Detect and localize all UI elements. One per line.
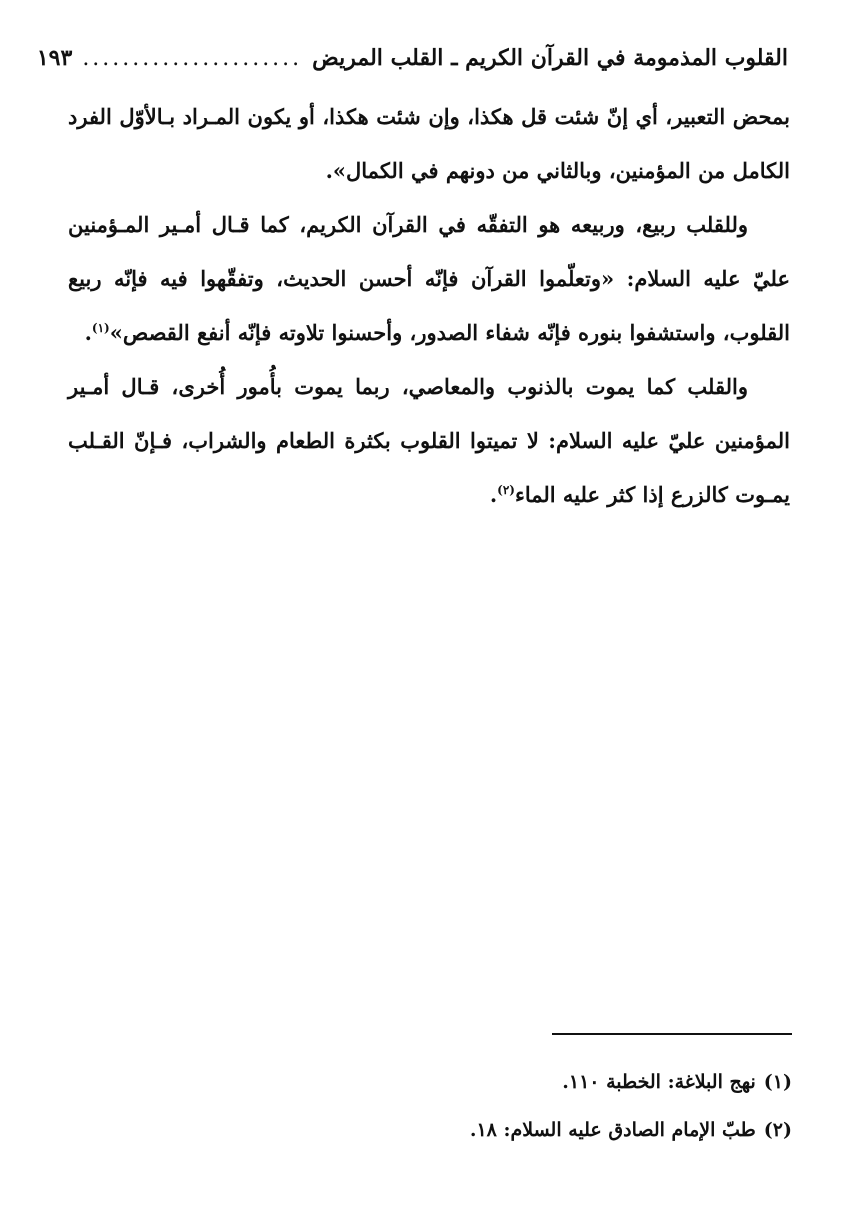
footnote-divider [552,1033,792,1035]
footnote [300,1106,792,1154]
page-header [36,38,788,78]
footnote-text: نهج البلاغة: الخطبة ١١٠. [562,1071,756,1093]
footnote-number: (٢) [763,1119,792,1141]
footnotes [300,1058,792,1154]
paragraph [68,360,790,522]
page-number: ١٩٣ [36,45,73,71]
paragraph-text: والقلب كما يموت بالذنوب والمعاصي، ربما يموت بأُمور أُخرى، قـال أمـير المؤمنين عليّ عليه السلام: لا تميتوا القلوب بكثرة الطعام والشراب، فـإنّ القـلب يمـوت كالزرع إذا كثر عليه الماء [68,374,790,507]
body-text [68,90,790,522]
footnote-text: طبّ الإمام الصادق عليه السلام: ١٨. [469,1119,756,1141]
paragraph-text: وللقلب ربيع، وربيعه هو التفقّه في القرآن الكريم، كما قـال أمـير المـؤمنين عليّ عليه السلام: «وتعلّموا القرآن فإنّه أحسن الحديث، وتفقّهوا فيه فإنّه ربيع القلوب، واستشفوا بنوره فإنّه شفاء الصدور، وأحسنوا تلاوته فإنّه أنفع القصص» [68,212,790,345]
paragraph-end: . [84,320,92,345]
running-title: القلوب المذمومة في القرآن الكريم ـ القلب المريض [312,45,788,71]
footnote [300,1058,792,1106]
footnote-marker: (١) [91,321,110,335]
paragraph-continuation [68,90,790,198]
footnote-number: (١) [763,1071,792,1093]
footnote-marker: (٢) [497,483,515,497]
leader-dots: ...................... [82,45,303,71]
paragraph-end: . [489,482,498,507]
paragraph [68,198,790,360]
paragraph-text: بمحض التعبير، أي إنّ شئت قل هكذا، وإن شئت هكذا، أو يكون المـراد بـالأوّل الفرد الكامل من المؤمنين، وبالثاني من دونهم في الكمال». [68,104,790,183]
